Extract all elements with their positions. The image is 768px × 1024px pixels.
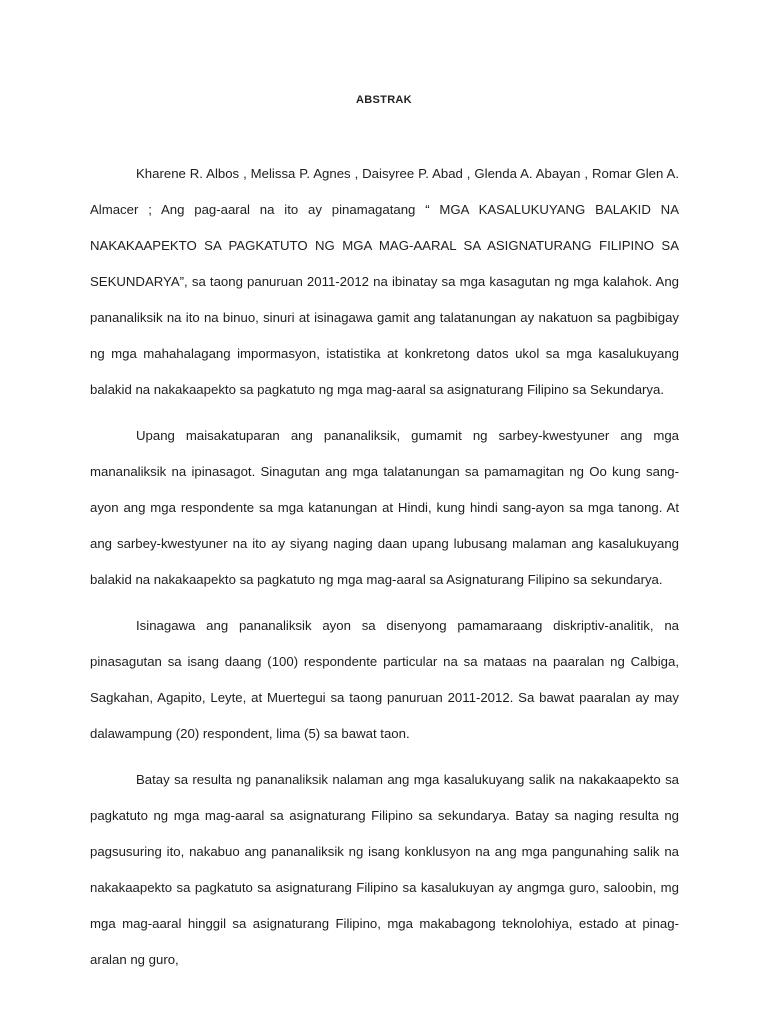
document-title: ABSTRAK	[356, 94, 412, 106]
abstract-body	[90, 156, 679, 978]
paragraph-method: Upang maisakatuparan ang pananaliksik, gumamit ng sarbey-kwestyuner ang mga mananaliksik na ipinasagot. Sinagutan ang mga talatanungan sa pamamagitan ng Oo kung sang-ayon ang mga respondente sa mga katanungan at Hindi, kung hindi sang-ayon sa mga tanong. At ang sarbey-kwestyuner na ito ay siyang naging daan upang lubusang malaman ang kasalukuyang balakid na nakakaapekto sa pagkatuto ng mga mag-aaral sa Asignaturang Filipino sa sekundarya.	[90, 428, 679, 587]
paragraph-results: Batay sa resulta ng pananaliksik nalaman ang mga kasalukuyang salik na nakakaapekto sa pagkatuto ng mga mag-aaral sa asignaturang Filipino sa sekundarya. Batay sa naging resulta ng pagsusuring ito, nakabuo ang pananaliksik ng isang konklusyon na ang mga pangunahing salik na nakakaapekto sa pagkatuto sa asignaturang Filipino sa kasalukuyan ay angmga guro, saloobin, mg mga mag-aaral hinggil sa asignaturang Filipino, mga makabagong teknolohiya, estado at pinag-aralan ng guro,	[90, 772, 679, 967]
paragraph-authors-intro: Kharene R. Albos , Melissa P. Agnes , Daisyree P. Abad , Glenda A. Abayan , Romar Glen A. Almacer ; Ang pag-aaral na ito ay pinamagatang “ MGA KASALUKUYANG BALAKID NA NAKAKAAPEKTO SA PAGKATUTO NG MGA MAG-AARAL SA ASIGNATURANG FILIPINO SA SEKUNDARYA”, sa taong panuruan 2011-2012 na ibinatay sa mga kasagutan ng mga kalahok. Ang pananaliksik na ito na binuo, sinuri at isinagawa gamit ang talatanungan ay nakatuon sa pagbibigay ng mga mahahalagang impormasyon, istatistika at konkretong datos ukol sa mga kasalukuyang balakid na nakakaapekto sa pagkatuto ng mga mag-aaral sa asignaturang Filipino sa Sekundarya.	[90, 166, 679, 397]
paragraph-design: Isinagawa ang pananaliksik ayon sa disenyong pamamaraang diskriptiv-analitik, na pinasagutan sa isang daang (100) respondente particular na sa mataas na paaralan ng Calbiga, Sagkahan, Agapito, Leyte, at Muertegui sa taong panuruan 2011-2012. Sa bawat paaralan ay may dalawampung (20) respondent, lima (5) sa bawat taon.	[90, 618, 679, 741]
